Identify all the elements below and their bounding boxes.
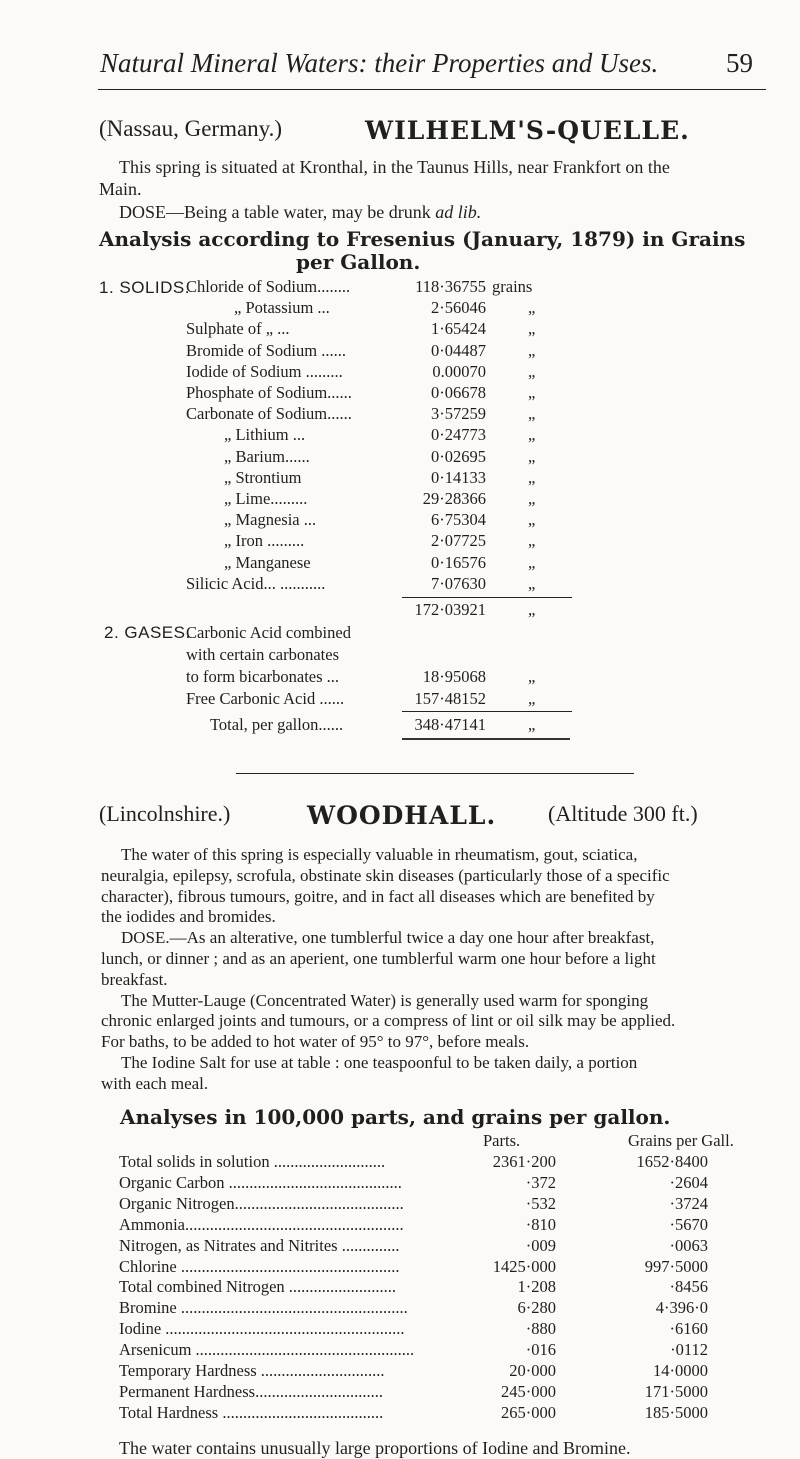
solid-name: „ Manganese xyxy=(224,552,311,572)
analysis-row-parts: ·532 xyxy=(525,1193,556,1213)
analysis-row-grains: 185·5000 xyxy=(644,1402,708,1422)
solid-name: Bromide of Sodium ...... xyxy=(186,340,346,360)
total-per-gallon-label: Total, per gallon...... xyxy=(210,715,344,734)
solid-value: 0·04487 xyxy=(431,340,486,360)
solid-unit: „ xyxy=(528,319,536,339)
solid-value: 0·16576 xyxy=(431,552,486,572)
solid-value: 6·75304 xyxy=(431,510,486,530)
analysis-row-name: Temporary Hardness .............................. xyxy=(119,1361,385,1380)
total-per-gallon-value: 348·47141 xyxy=(414,715,486,734)
woodhall-paragraph-line: neuralgia, epilepsy, scrofula, obstinate skin diseases (particularly those of a specific xyxy=(101,865,670,885)
analysis-row-parts: 20·000 xyxy=(509,1361,556,1380)
analysis-row-grains: ·5670 xyxy=(669,1214,708,1234)
woodhall-paragraph-line: breakfast. xyxy=(101,969,168,989)
gas-1-unit: „ xyxy=(528,667,536,686)
woodhall-paragraph-line: character), fibrous tumours, goitre, and in fact all diseases which are benefited by xyxy=(101,886,655,906)
total-underline xyxy=(402,738,570,740)
solid-name: Silicic Acid... ........... xyxy=(186,573,326,593)
analysis-row-grains: ·6160 xyxy=(669,1319,708,1339)
woodhall-paragraph-line: The water of this spring is especially valuable in rheumatism, gout, sciatica, xyxy=(121,845,638,864)
analysis-row-grains: 14·0000 xyxy=(653,1361,708,1380)
solid-value: 0·24773 xyxy=(431,425,486,445)
analysis-row-parts: ·009 xyxy=(525,1235,556,1255)
solids-sum-rule xyxy=(402,597,572,598)
analysis-row-name: Iodine .......................................................... xyxy=(119,1319,405,1339)
analysis-row-parts: 1·208 xyxy=(517,1277,556,1297)
wilhelm-analysis-title-line1: Analysis according to Fresenius (January, 1879) in Grains xyxy=(99,227,746,251)
woodhall-paragraph-line: the iodides and bromides. xyxy=(101,907,276,927)
analysis-row-name: Organic Carbon .......................................... xyxy=(119,1172,402,1192)
solid-unit: „ xyxy=(528,361,536,381)
analysis-row-grains: 1652·8400 xyxy=(636,1152,708,1171)
solid-name: „ Potassium ... xyxy=(234,298,330,318)
solid-unit: „ xyxy=(528,404,536,424)
woodhall-footer-note: The water contains unusually large proportions of Iodine and Bromine. xyxy=(119,1438,631,1458)
solid-name: Sulphate of „ ... xyxy=(186,319,290,339)
woodhall-paragraph-line: lunch, or dinner ; and as an aperient, one tumblerful warm one hour before a light xyxy=(101,949,656,968)
solid-value: 0.00070 xyxy=(432,361,486,381)
solid-name: Iodide of Sodium ......... xyxy=(186,361,343,381)
analysis-row-parts: 245·000 xyxy=(501,1381,556,1401)
solid-value: 29·28366 xyxy=(422,489,486,508)
analysis-row-parts: 265·000 xyxy=(501,1402,556,1422)
analysis-row-name: Nitrogen, as Nitrates and Nitrites .............. xyxy=(119,1235,400,1255)
solid-name: „ Lithium ... xyxy=(224,425,306,445)
solid-unit: „ xyxy=(528,298,536,318)
woodhall-paragraph-line: The Iodine Salt for use at table : one teaspoonful to be taken daily, a portion xyxy=(121,1053,638,1072)
col-header-parts: Parts. xyxy=(483,1131,521,1150)
gas-2-name: Free Carbonic Acid ...... xyxy=(186,689,345,708)
wilhelm-title: WILHELM'S-QUELLE. xyxy=(365,116,690,145)
woodhall-paragraph-line: For baths, to be added to hot water of 95° to 97°, before meals. xyxy=(101,1032,530,1052)
analysis-row-grains: ·2604 xyxy=(669,1172,708,1192)
analysis-row-parts: ·372 xyxy=(525,1172,556,1192)
analysis-row-name: Total Hardness ....................................... xyxy=(119,1402,384,1422)
solid-value: 7·07630 xyxy=(431,573,486,593)
analysis-row-name: Bromine ....................................................... xyxy=(119,1298,408,1318)
solid-value: 2·07725 xyxy=(431,531,486,551)
solid-name: „ Strontium xyxy=(224,467,302,487)
wilhelm-desc-line2: Main. xyxy=(99,179,142,199)
gas-1-value: 18·95068 xyxy=(422,667,486,686)
analysis-row-parts: ·880 xyxy=(525,1319,556,1339)
analysis-row-name: Arsenicum ..................................................... xyxy=(119,1340,415,1360)
woodhall-title: WOODHALL. xyxy=(307,801,497,830)
solid-value: 1·65424 xyxy=(431,319,486,339)
analysis-row-grains: ·0063 xyxy=(669,1235,708,1255)
running-head-title: Natural Mineral Waters: their Properties and Uses. xyxy=(100,48,659,78)
wilhelm-location: (Nassau, Germany.) xyxy=(99,116,283,141)
solid-unit: „ xyxy=(528,425,536,445)
woodhall-paragraph-line: with each meal. xyxy=(101,1073,209,1093)
solid-unit: „ xyxy=(528,552,536,572)
solid-unit: „ xyxy=(528,467,536,487)
analysis-row-name: Permanent Hardness............................... xyxy=(119,1381,383,1401)
gas-2-value: 157·48152 xyxy=(414,689,486,708)
woodhall-paragraph-line: chronic enlarged joints and tumours, or a compress of lint or oil silk may be applied. xyxy=(101,1011,676,1031)
gas-1-line2: with certain carbonates xyxy=(186,645,340,664)
solid-name: „ Lime......... xyxy=(224,489,308,508)
section-divider xyxy=(236,773,634,774)
analysis-row-parts: ·810 xyxy=(525,1214,556,1234)
woodhall-paragraph-line: DOSE.—As an alterative, one tumblerful twice a day one hour after breakfast, xyxy=(121,928,655,948)
solid-name: „ Magnesia ... xyxy=(224,510,317,530)
analysis-row-parts: 1425·000 xyxy=(492,1256,556,1276)
analysis-row-parts: ·016 xyxy=(525,1340,556,1360)
analysis-row-name: Total combined Nitrogen .......................... xyxy=(119,1277,397,1297)
solid-unit: „ xyxy=(528,531,536,551)
solid-name: Carbonate of Sodium...... xyxy=(186,404,352,424)
solid-value: 0·02695 xyxy=(431,446,486,466)
solid-unit: „ xyxy=(528,383,536,402)
gases-sum-rule xyxy=(402,711,572,712)
gases-label: 2. GASES. xyxy=(104,623,191,642)
wilhelm-desc-line1: This spring is situated at Kronthal, in the Taunus Hills, near Frankfort on the xyxy=(119,157,670,177)
solid-unit: „ xyxy=(528,340,536,360)
analysis-row-grains: ·3724 xyxy=(669,1193,708,1213)
analysis-row-name: Organic Nitrogen......................................... xyxy=(119,1193,404,1213)
analysis-row-grains: ·8456 xyxy=(669,1277,708,1297)
solid-unit: „ xyxy=(528,489,536,508)
analysis-row-parts: 6·280 xyxy=(517,1298,556,1318)
woodhall-analyses-title: Analyses in 100,000 parts, and grains per gallon. xyxy=(120,1105,671,1129)
solid-value: 118·36755 xyxy=(415,277,486,296)
analysis-row-parts: 2361·200 xyxy=(492,1152,556,1171)
woodhall-paragraph-line: The Mutter-Lauge (Concentrated Water) is generally used warm for sponging xyxy=(121,990,649,1010)
analysis-row-name: Chlorine ..................................................... xyxy=(119,1256,400,1276)
analysis-row-name: Ammonia..................................................... xyxy=(119,1214,404,1234)
solid-name: „ Barium...... xyxy=(224,446,310,466)
gas-1-line1: Carbonic Acid combined xyxy=(186,623,351,642)
solid-value: 2·56046 xyxy=(431,298,486,318)
woodhall-location: (Lincolnshire.) xyxy=(99,801,231,826)
analysis-row-grains: 4·396·0 xyxy=(655,1298,708,1318)
solids-label: 1. SOLIDS. xyxy=(99,278,190,297)
gas-2-unit: „ xyxy=(528,689,536,708)
wilhelm-dose-italic: ad lib. xyxy=(435,202,482,222)
woodhall-altitude: (Altitude 300 ft.) xyxy=(548,801,698,826)
analysis-row-name: Total solids in solution ........................... xyxy=(119,1152,386,1171)
solid-unit: „ xyxy=(528,573,536,593)
solid-value: 0·06678 xyxy=(431,383,486,402)
gas-1-line3: to form bicarbonates ... xyxy=(186,667,340,686)
solids-total-value: 172·03921 xyxy=(414,600,486,619)
col-header-grains: Grains per Gall. xyxy=(628,1131,734,1150)
page-number: 59 xyxy=(726,48,753,78)
solid-unit: grains xyxy=(492,277,533,296)
analysis-row-grains: 997·5000 xyxy=(644,1256,708,1276)
solid-name: Chloride of Sodium........ xyxy=(186,277,351,296)
solid-name: „ Iron ......... xyxy=(224,531,305,551)
wilhelm-dose-text: DOSE—Being a table water, may be drunk xyxy=(119,202,436,222)
analysis-row-grains: 171·5000 xyxy=(644,1381,708,1401)
solid-name: Phosphate of Sodium...... xyxy=(186,383,352,402)
wilhelm-dose xyxy=(119,202,481,223)
analysis-row-grains: ·0112 xyxy=(670,1340,708,1360)
solid-unit: „ xyxy=(528,446,536,466)
header-rule xyxy=(98,89,766,90)
solid-unit: „ xyxy=(528,510,536,530)
solids-total-unit: „ xyxy=(528,600,536,619)
solid-value: 3·57259 xyxy=(431,404,486,424)
solid-value: 0·14133 xyxy=(431,467,486,487)
total-per-gallon-unit: „ xyxy=(528,715,536,734)
wilhelm-analysis-title-line2: per Gallon. xyxy=(296,250,421,274)
